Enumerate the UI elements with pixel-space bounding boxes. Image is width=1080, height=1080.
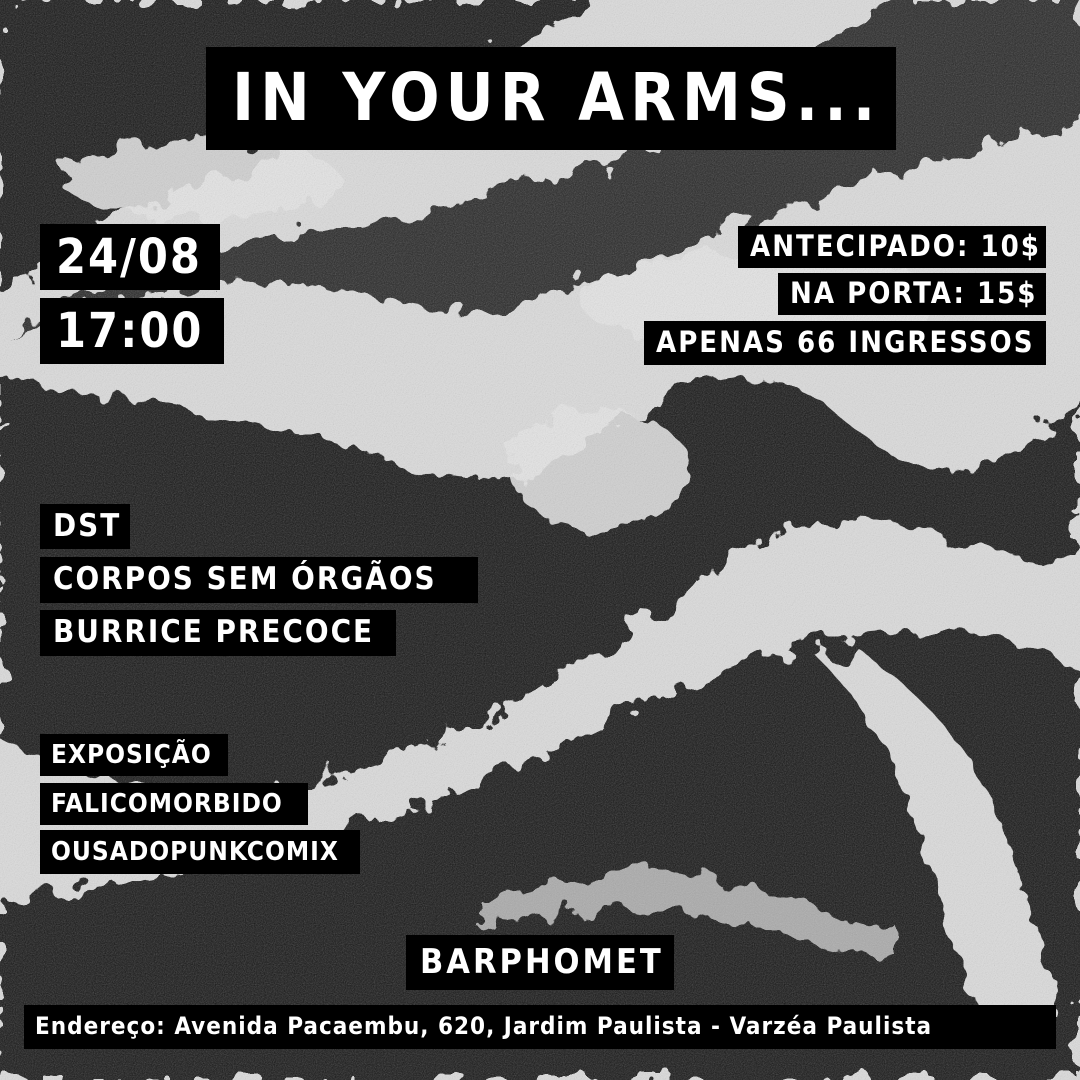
- event-date: 24/08: [40, 224, 220, 290]
- exhibition-artist: OUSADOPUNKCOMIX: [40, 830, 360, 874]
- event-title: IN YOUR ARMS...: [206, 47, 896, 150]
- door-price: NA PORTA: 15$: [778, 273, 1046, 315]
- exhibition-label: EXPOSIÇÃO: [40, 734, 228, 776]
- venue-address: Endereço: Avenida Pacaembu, 620, Jardim Paulista - Varzéa Paulista: [24, 1005, 1056, 1049]
- ticket-limit: APENAS 66 INGRESSOS: [644, 321, 1046, 365]
- band-name: CORPOS SEM ÓRGÃOS: [40, 557, 478, 603]
- band-name: BURRICE PRECOCE: [40, 610, 396, 656]
- advance-price: ANTECIPADO: 10$: [738, 226, 1046, 268]
- event-time: 17:00: [40, 298, 224, 364]
- venue-name: BARPHOMET: [406, 935, 674, 990]
- exhibition-artist: FALICOMORBIDO: [40, 783, 308, 825]
- band-name: DST: [40, 504, 130, 549]
